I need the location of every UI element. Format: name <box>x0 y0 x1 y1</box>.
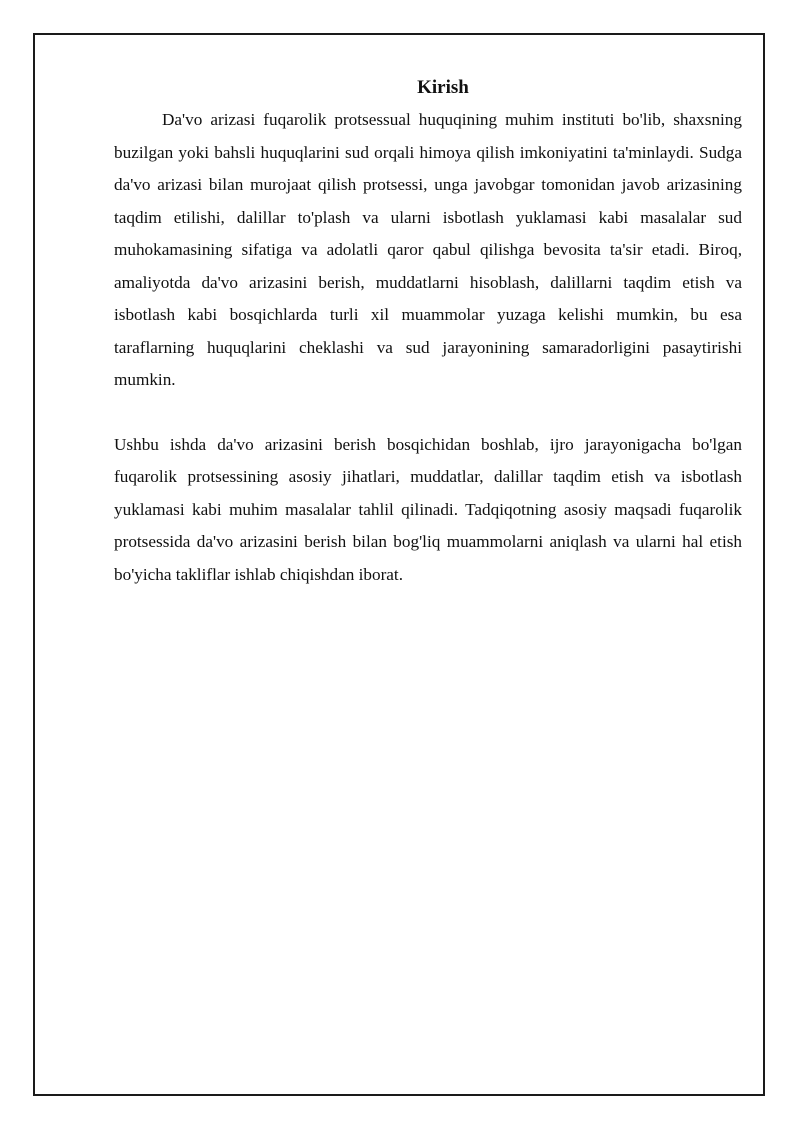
document-title: Kirish <box>417 77 469 98</box>
paragraph-intro: Da'vo arizasi fuqarolik protsessual huquqining muhim instituti bo'lib, shaxsning buzilgan yoki bahsli huquqlarini sud orqali himoya qilish imkoniyatini ta'minlaydi. Sudga da'vo arizasi bilan murojaat qilish protsessi, unga javobgar tomonidan javob arizasining taqdim etilishi, dalillar to'plash va ularni isbotlash yuklamasi kabi masalalar sud muhokamasining sifatiga va adolatli qaror qabul qilishga bevosita ta'sir etadi. Biroq, amaliyotda da'vo arizasini berish, muddatlarni hisoblash, dalillarni taqdim etish va isbotlash kabi bosqichlarda turli xil muammolar yuzaga kelishi mumkin, bu esa taraflarning huquqlarini cheklashi va sud jarayonining samaradorligini pasaytirishi mumkin. <box>114 110 742 389</box>
document-body <box>114 72 742 591</box>
paragraph-purpose: Ushbu ishda da'vo arizasini berish bosqichidan boshlab, ijro jarayonigacha bo'lgan fuqarolik protsessining asosiy jihatlari, muddatlar, dalillar taqdim etish va isbotlash yuklamasi kabi muhim masalalar tahlil qilinadi. Tadqiqotning asosiy maqsadi fuqarolik protsessida da'vo arizasini berish bilan bog'liq muammolarni aniqlash va ularni hal etish bo'yicha takliflar ishlab chiqishdan iborat. <box>114 434 742 584</box>
